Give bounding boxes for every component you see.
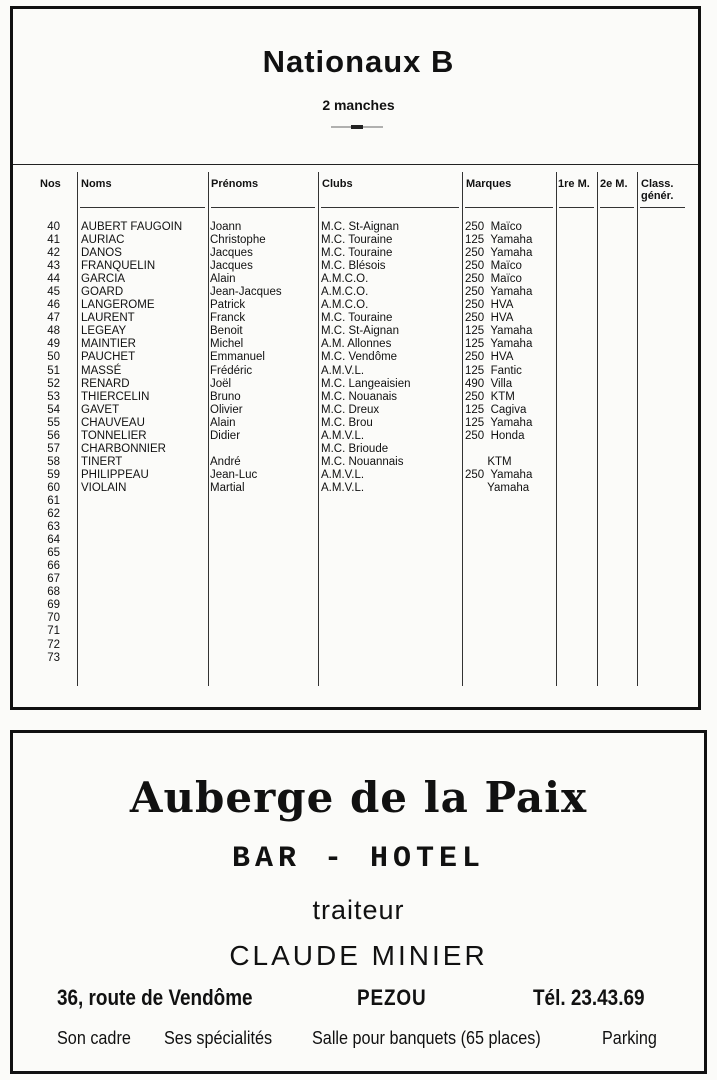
rider-surname: DANOS <box>81 247 122 260</box>
rider-club: M.C. Touraine <box>321 312 393 325</box>
rider-brand: 125 Yamaha <box>465 234 533 247</box>
rider-club: A.M.C.O. <box>321 273 369 286</box>
rider-number: 55 <box>47 416 60 429</box>
rider-surname: MASSÉ <box>81 364 122 377</box>
rider-number: 66 <box>47 560 60 573</box>
rider-number: 49 <box>47 338 60 351</box>
header-manche-2: 2e M. <box>600 178 628 190</box>
rider-brand: 250 Maïco <box>465 260 522 273</box>
rider-brand: 250 Maïco <box>465 273 522 286</box>
rider-first-name: André <box>210 455 241 468</box>
column-divider <box>597 172 598 686</box>
rider-number: 53 <box>47 390 60 403</box>
rider-surname: AUBERT FAUGOIN <box>81 221 183 233</box>
rider-first-name: Martial <box>210 481 245 494</box>
rider-surname: LEGEAY <box>81 325 127 338</box>
rider-first-name: Didier <box>210 429 241 442</box>
rider-surname: THIERCELIN <box>81 390 150 403</box>
rider-number: 70 <box>47 612 60 625</box>
rider-number: 45 <box>47 286 60 299</box>
rider-club: M.C. Brou <box>321 416 373 429</box>
rider-number: 47 <box>47 312 60 325</box>
rider-brand: 250 Honda <box>465 429 525 442</box>
rider-brand: 250 Yamaha <box>465 247 533 260</box>
rider-surname: MAINTIER <box>81 338 136 351</box>
rider-number: 42 <box>47 247 60 260</box>
rider-first-name: Michel <box>210 338 244 351</box>
rider-brand: 250 Yamaha <box>465 286 533 299</box>
rider-surname: FRANQUELIN <box>81 260 156 273</box>
ad-owner: CLAUDE MINIER <box>229 940 488 971</box>
rider-surname: AURIAC <box>81 234 125 247</box>
rider-brand: 250 KTM <box>465 390 515 403</box>
rider-number: 57 <box>47 442 60 455</box>
ad-feature: Ses spécialités <box>164 1028 273 1048</box>
rider-number: 62 <box>47 508 60 521</box>
header-prenoms: Prénoms <box>211 178 259 190</box>
rider-brand: 250 HVA <box>465 299 514 312</box>
rider-number: 67 <box>47 573 60 586</box>
rider-number: 60 <box>47 481 60 494</box>
rider-brand: Yamaha <box>465 481 530 494</box>
rider-number: 61 <box>47 494 60 507</box>
brands-column <box>465 221 532 495</box>
header-manche-1: 1re M. <box>558 178 590 190</box>
rider-club: A.M.V.L. <box>321 429 365 442</box>
rider-numbers-column <box>0 221 60 665</box>
rider-number: 41 <box>47 234 60 247</box>
rider-brand: 125 Cagiva <box>465 403 527 416</box>
rider-brand: 250 HVA <box>465 312 514 325</box>
rider-club: M.C. Nouannais <box>321 455 404 468</box>
header-underline <box>640 207 685 208</box>
page-title: Nationaux B <box>262 44 455 79</box>
rider-number: 69 <box>47 599 60 612</box>
rider-first-name: Christophe <box>210 234 266 247</box>
rider-number: 63 <box>47 521 60 534</box>
header-classement: Class. génér. <box>641 178 674 202</box>
column-divider <box>556 172 557 686</box>
ad-feature: Son cadre <box>57 1028 131 1048</box>
surnames-column <box>81 221 182 495</box>
rider-first-name <box>210 443 282 456</box>
rider-number: 46 <box>47 299 60 312</box>
rider-club: A.M.V.L. <box>321 364 365 377</box>
header-underline <box>321 207 459 208</box>
rider-number: 56 <box>47 429 60 442</box>
rider-number: 48 <box>47 325 60 338</box>
header-underline <box>211 207 315 208</box>
rider-surname: RENARD <box>81 377 130 390</box>
rider-surname: CHAUVEAU <box>81 416 145 429</box>
rider-number: 65 <box>47 547 60 560</box>
rider-number: 43 <box>47 260 60 273</box>
rider-number: 50 <box>47 351 60 364</box>
header-underline <box>600 207 634 208</box>
rider-first-name: Jacques <box>210 247 253 260</box>
rider-first-name: Jean-Luc <box>210 468 258 481</box>
rider-first-name: Jean-Jacques <box>210 286 282 299</box>
rider-number: 54 <box>47 403 60 416</box>
ad-feature: Parking <box>602 1028 657 1048</box>
header-nos: Nos <box>40 178 61 190</box>
rider-first-name: Joann <box>210 221 242 233</box>
rider-club: M.C. Touraine <box>321 247 393 260</box>
rider-club: M.C. Touraine <box>321 234 393 247</box>
rider-surname: GAVET <box>81 403 120 416</box>
rider-first-name: Franck <box>210 312 246 325</box>
rider-club: A.M.V.L. <box>321 468 365 481</box>
rider-first-name: Olivier <box>210 403 243 416</box>
rider-first-name: Joël <box>210 377 232 390</box>
header-rule <box>13 164 698 165</box>
ad-feature: Salle pour banquets (65 places) <box>312 1028 541 1048</box>
rider-first-name: Patrick <box>210 299 246 312</box>
rider-brand: 490 Villa <box>465 377 513 390</box>
column-divider <box>462 172 463 686</box>
rider-surname: LANGEROME <box>81 299 155 312</box>
rider-number: 40 <box>47 221 60 233</box>
rider-number: 59 <box>47 468 60 481</box>
ad-town: PEZOU <box>357 985 427 1010</box>
rider-brand: 125 Fantic <box>465 364 522 377</box>
column-divider <box>637 172 638 686</box>
ad-address: 36, route de Vendôme <box>57 985 253 1010</box>
column-divider <box>208 172 209 686</box>
rider-first-name: Alain <box>210 273 236 286</box>
rider-club: M.C. Nouanais <box>321 390 398 403</box>
header-underline <box>80 207 205 208</box>
rider-club: M.C. St-Aignan <box>321 221 399 233</box>
ad-phone: Tél. 23.43.69 <box>533 985 645 1010</box>
rider-brand: 125 Yamaha <box>465 338 533 351</box>
rider-brand: 250 Yamaha <box>465 468 533 481</box>
rider-club: A.M.C.O. <box>321 299 369 312</box>
ad-subtitle: BAR - HOTEL <box>231 842 486 876</box>
rider-club: A.M.C.O. <box>321 286 369 299</box>
rider-brand: 125 Yamaha <box>465 416 533 429</box>
header-noms: Noms <box>81 178 112 190</box>
rider-club: A.M.V.L. <box>321 481 365 494</box>
rider-brand: 250 HVA <box>465 351 514 364</box>
rider-first-name: Jacques <box>210 260 253 273</box>
rider-number: 73 <box>47 651 60 664</box>
rider-first-name: Benoit <box>210 325 243 338</box>
rider-brand <box>465 443 532 456</box>
rider-brand: 250 Maïco <box>465 221 522 233</box>
rider-number: 44 <box>47 273 60 286</box>
page-subtitle: 2 manches <box>322 97 395 113</box>
rider-number: 72 <box>47 638 60 651</box>
rider-surname: GARCIA <box>81 273 126 286</box>
clubs-column <box>321 221 411 495</box>
rider-brand: KTM <box>465 455 512 468</box>
rider-number: 58 <box>47 455 60 468</box>
rider-surname: CHARBONNIER <box>81 442 166 455</box>
rider-surname: GOARD <box>81 286 124 299</box>
rider-first-name: Bruno <box>210 390 241 403</box>
rider-club: M.C. Blésois <box>321 260 386 273</box>
header-underline <box>559 207 594 208</box>
column-divider <box>318 172 319 686</box>
rider-surname: PHILIPPEAU <box>81 468 149 481</box>
rider-club: M.C. Brioude <box>321 442 389 455</box>
column-divider <box>77 172 78 686</box>
rider-first-name: Frédéric <box>210 364 253 377</box>
rider-club: A.M. Allonnes <box>321 338 392 351</box>
header-underline <box>465 207 553 208</box>
header-clubs: Clubs <box>322 178 353 190</box>
rider-number: 71 <box>47 625 60 638</box>
rider-number: 52 <box>47 377 60 390</box>
rider-surname: LAURENT <box>81 312 135 325</box>
rider-club: M.C. Dreux <box>321 403 380 416</box>
rider-club: M.C. Vendôme <box>321 351 398 364</box>
rider-brand: 125 Yamaha <box>465 325 533 338</box>
ad-business-name: Auberge de la Paix <box>129 773 588 822</box>
rider-surname: TONNELIER <box>81 429 147 442</box>
first-names-column <box>210 221 282 495</box>
rider-surname: TINERT <box>81 455 123 468</box>
rider-number: 64 <box>47 534 60 547</box>
rider-surname: VIOLAIN <box>81 481 127 494</box>
rider-club: M.C. Langeaisien <box>321 377 411 390</box>
rider-number: 68 <box>47 586 60 599</box>
rider-first-name: Alain <box>210 416 236 429</box>
header-marques: Marques <box>466 178 512 190</box>
rider-surname: PAUCHET <box>81 351 136 364</box>
ornament-divider <box>331 124 383 130</box>
rider-first-name: Emmanuel <box>210 351 265 364</box>
rider-number: 51 <box>47 364 60 377</box>
rider-club: M.C. St-Aignan <box>321 325 399 338</box>
ad-service: traiteur <box>312 895 405 925</box>
